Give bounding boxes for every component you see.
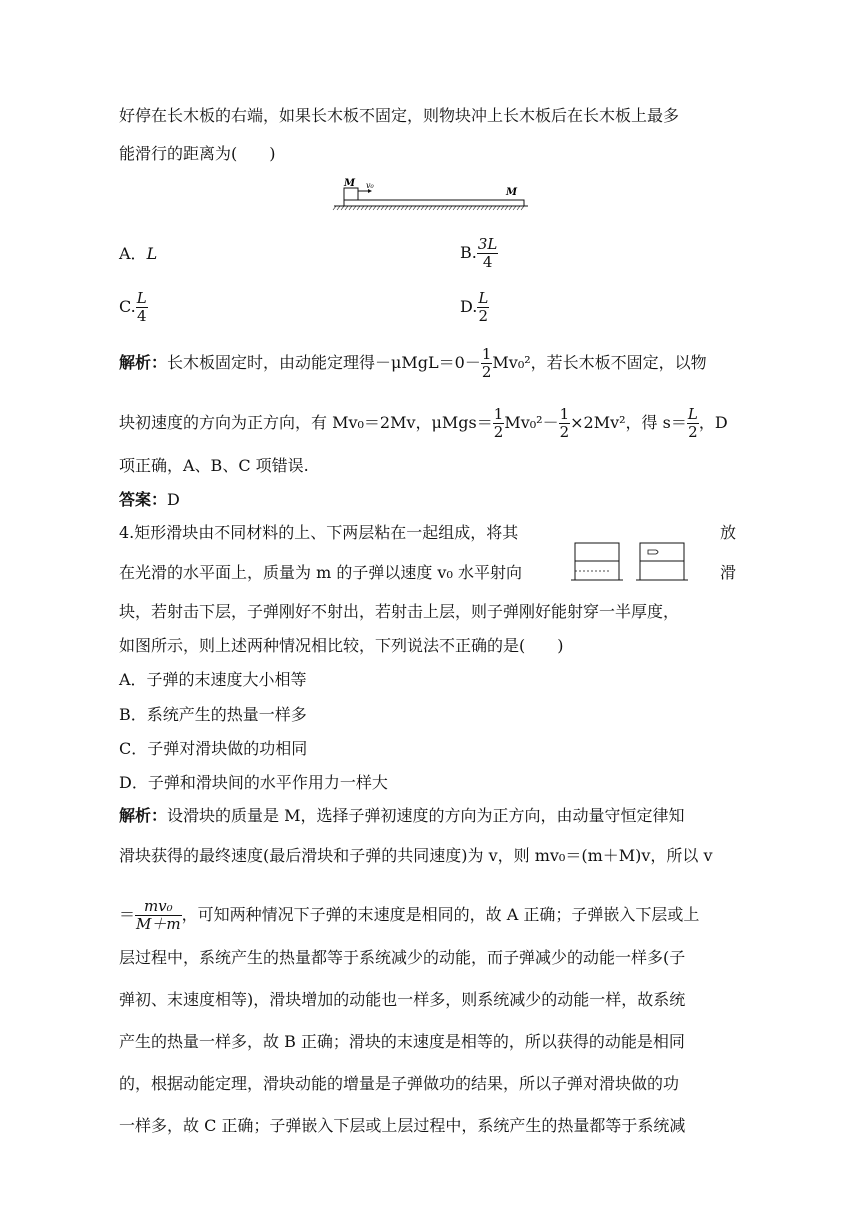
q3-stem-line2: 能滑行的距离为( ) bbox=[119, 144, 276, 163]
hatch-mark bbox=[349, 206, 352, 210]
q4-solution-line6: 产生的热量一样多，故 B 正确；滑块的末速度是相等的，所以获得的动能是相同 bbox=[119, 1032, 685, 1051]
q3-option-a: A．L bbox=[119, 244, 158, 263]
hatch-mark bbox=[409, 206, 412, 210]
velocity-label: v₀ bbox=[366, 181, 374, 190]
q4-stem-line2-left: 在光滑的水平面上，质量为 m 的子弹以速度 v₀ 水平射向 bbox=[119, 563, 522, 582]
hatch-mark bbox=[473, 206, 476, 210]
q4-solution-line4: 层过程中，系统产生的热量都等于系统减少的动能，而子弹减少的动能一样多(子 bbox=[119, 948, 686, 967]
hatch-mark bbox=[457, 206, 460, 210]
hatch-mark bbox=[333, 206, 336, 210]
hatch-mark bbox=[485, 206, 488, 210]
hatch-mark bbox=[361, 206, 364, 210]
hatch-mark bbox=[405, 206, 408, 210]
block-label: M bbox=[344, 178, 356, 189]
block bbox=[344, 188, 358, 200]
hatch-mark bbox=[421, 206, 424, 210]
hatch-mark bbox=[481, 206, 484, 210]
hatch-mark bbox=[513, 206, 516, 210]
q4-stem-line4: 如图所示，则上述两种情况相比较，下列说法不正确的是( ) bbox=[119, 636, 564, 655]
q3-option-d: D. $\frac{L}{2}$ bbox=[460, 289, 489, 325]
hatch-mark bbox=[493, 206, 496, 210]
hatch-mark bbox=[369, 206, 372, 210]
q4-stem-line1-right: 放 bbox=[720, 523, 737, 542]
hatch-mark bbox=[489, 206, 492, 210]
hatch-mark bbox=[497, 206, 500, 210]
hatch-mark bbox=[477, 206, 480, 210]
hatch-mark bbox=[397, 206, 400, 210]
hatch-mark bbox=[425, 206, 428, 210]
q3-option-c: C. $\frac{L}{4}$ bbox=[119, 289, 147, 325]
hatch-mark bbox=[413, 206, 416, 210]
bullet-upper bbox=[648, 550, 658, 554]
q4-option-d: D．子弹和滑块间的水平作用力一样大 bbox=[119, 773, 388, 792]
ground-hatch bbox=[333, 206, 524, 210]
hatch-mark bbox=[461, 206, 464, 210]
q3-stem-line1: 好停在长木板的右端，如果长木板不固定，则物块冲上长木板后在长木板上最多 bbox=[119, 106, 680, 125]
board-label: M bbox=[506, 187, 518, 198]
hatch-mark bbox=[469, 206, 472, 210]
hatch-mark bbox=[509, 206, 512, 210]
hatch-mark bbox=[393, 206, 396, 210]
hatch-mark bbox=[353, 206, 356, 210]
hatch-mark bbox=[381, 206, 384, 210]
hatch-mark bbox=[441, 206, 444, 210]
q4-option-a: A．子弹的末速度大小相等 bbox=[119, 670, 307, 689]
q3-solution-line3: 项正确，A、B、C 项错误. bbox=[119, 456, 309, 475]
q4-solution-line7: 的，根据动能定理，滑块动能的增量是子弹做功的结果，所以子弹对滑块做的功 bbox=[119, 1074, 680, 1093]
hatch-mark bbox=[345, 206, 348, 210]
q4-stem-line2-right: 滑 bbox=[720, 563, 737, 582]
hatch-mark bbox=[401, 206, 404, 210]
hatch-mark bbox=[505, 206, 508, 210]
hatch-mark bbox=[445, 206, 448, 210]
q3-solution-line2: 块初速度的方向为正方向，有 Mv₀＝2Mv，μMgs＝ $\frac{1}{2}$ Mv₀²－ $\frac{1}{2}$ ×2Mv²，得 s＝ $\frac{L}{2}$ ，D bbox=[119, 405, 728, 441]
q3-solution-line1: 解析：长木板固定时，由动能定理得－μMgL＝0－ $\frac{1}{2}$ Mv₀²，若长木板不固定，以物 bbox=[119, 345, 707, 381]
hatch-mark bbox=[417, 206, 420, 210]
q4-option-b: B．系统产生的热量一样多 bbox=[119, 705, 307, 724]
q4-option-c: C．子弹对滑块做的功相同 bbox=[119, 739, 308, 758]
q4-solution-line5: 弹初、末速度相等)，滑块增加的动能也一样多，则系统减少的动能一样，故系统 bbox=[119, 990, 686, 1009]
hatch-mark bbox=[385, 206, 388, 210]
q4-solution-line2: 滑块获得的最终速度(最后滑块和子弹的共同速度)为 v，则 mv₀＝(m＋M)v，所以 v bbox=[119, 846, 713, 865]
hatch-mark bbox=[517, 206, 520, 210]
hatch-mark bbox=[357, 206, 360, 210]
q4-solution-line3: ＝ $\frac{\text{mv₀}}{M+m}$ ，可知两种情况下子弹的末速度是相同的，故 A 正确；子弹嵌入下层或上 bbox=[119, 897, 700, 933]
q3-option-b: B. $\frac{3L}{4}$ bbox=[460, 235, 498, 271]
hatch-mark bbox=[465, 206, 468, 210]
hatch-mark bbox=[341, 206, 344, 210]
hatch-mark bbox=[449, 206, 452, 210]
q3-answer: 答案：D bbox=[119, 490, 180, 509]
hatch-mark bbox=[453, 206, 456, 210]
hatch-mark bbox=[429, 206, 432, 210]
hatch-mark bbox=[433, 206, 436, 210]
q3-board-figure bbox=[330, 176, 530, 216]
q4-solution-line8: 一样多，故 C 正确；子弹嵌入下层或上层过程中，系统产生的热量都等于系统减 bbox=[119, 1116, 686, 1135]
q4-solution-line1: 解析：设滑块的质量是 M，选择子弹初速度的方向为正方向，由动量守恒定律知 bbox=[119, 806, 685, 825]
hatch-mark bbox=[365, 206, 368, 210]
hatch-mark bbox=[373, 206, 376, 210]
q4-stem-line3: 块，若射击下层，子弹刚好不射出，若射击上层，则子弹刚好能射穿一半厚度， bbox=[119, 602, 680, 621]
hatch-mark bbox=[501, 206, 504, 210]
hatch-mark bbox=[437, 206, 440, 210]
hatch-mark bbox=[337, 206, 340, 210]
hatch-mark bbox=[389, 206, 392, 210]
hatch-mark bbox=[377, 206, 380, 210]
long-board bbox=[344, 200, 524, 206]
q4-slider-figure bbox=[570, 538, 695, 588]
hatch-mark bbox=[521, 206, 524, 210]
q4-stem-line1-left: 4.矩形滑块由不同材料的上、下两层粘在一起组成，将其 bbox=[119, 523, 519, 542]
